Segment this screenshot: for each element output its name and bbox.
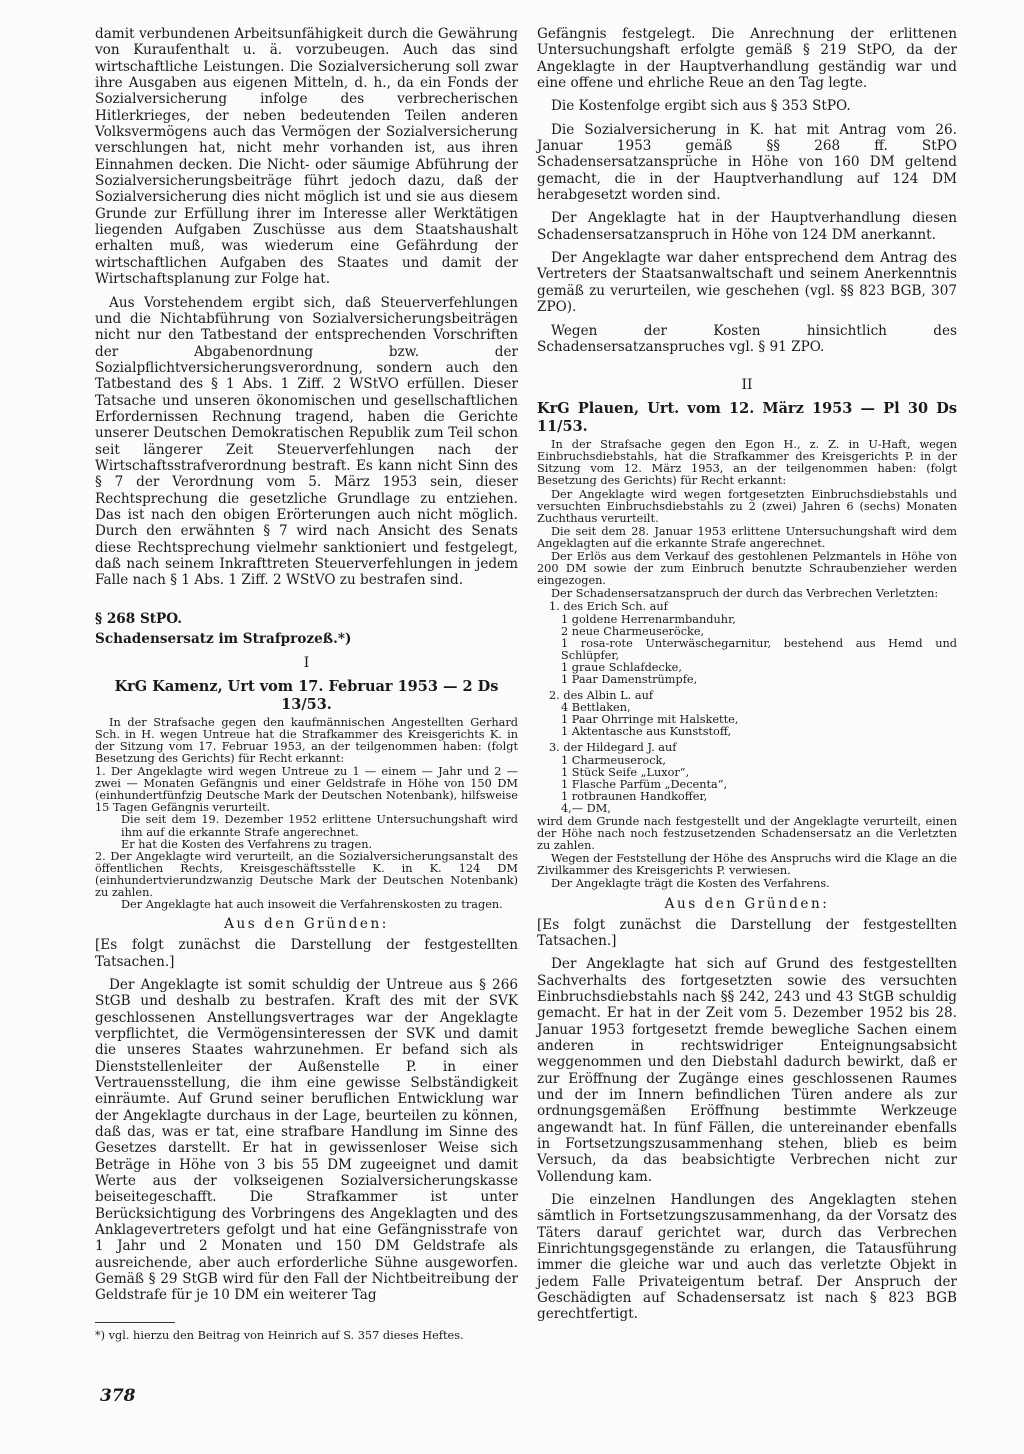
- body-paragraph: Der Angeklagte war daher entsprechend dem Antrag des Vertreters der Staatsanwaltschaft und seinem Anerkenntnis gemäß zu verurteilen, wie geschehen (vgl. §§ 823 BGB, 307 ZPO).: [537, 250, 957, 316]
- stolen-item: 1 rotbraunen Handkoffer,: [561, 789, 708, 803]
- footnote-rule: [95, 1322, 175, 1323]
- verdict-item: Der Angeklagte hat auch insoweit die Verfahrenskosten zu tragen.: [121, 898, 503, 912]
- case-number-roman: I: [303, 654, 310, 671]
- verdict-paragraph: Der Schadensersatzanspruch der durch das Verbrechen Verletzten:: [551, 587, 939, 601]
- section-title: Schadensersatz im Strafprozeß.*): [95, 630, 352, 647]
- page-number: 378: [100, 1386, 136, 1406]
- body-paragraph: damit verbundenen Arbeitsunfähigkeit durch die Gewährung von Kuraufenthalt u. ä. vorzubeugen. Auch das sind wirtschaftliche Leistungen. Die Sozialversicherung soll zwar ihre Ausgaben aus eigenen Mitteln, d. h., da ein Fonds der Sozialversicherung infolge des verbrecherischen Hitlerkrieges, der neben bedeutenden Teilen anderen Volksvermögens auch das Vermögen der Sozialversicherung verschlungen hat, nicht mehr vorhanden ist, aus ihren Einnahmen decken. Die Nicht- oder säumige Abführung der Sozialversicherungsbeiträge führt jedoch dazu, daß der Sozialversicherung dies nicht möglich ist und sie aus diesem Grunde zur Erfüllung ihrer im Interesse aller Werktätigen liegenden Aufgaben Zuschüsse aus dem Staatshaushalt erhalten muß, was wiederum eine Gefährdung der wirtschaftlichen Aufgaben des Staates und damit der Wirtschaftsplanung zur Folge hat.: [95, 26, 518, 288]
- grounds-heading: Aus den Gründen:: [664, 895, 830, 912]
- victim-heading: 1. des Erich Sch. auf: [549, 600, 668, 614]
- grounds-heading: Aus den Gründen:: [224, 916, 389, 933]
- stolen-item: 1 goldene Herrenarmbanduhr,: [561, 612, 736, 626]
- section-code: § 268 StPO.: [95, 610, 183, 627]
- verdict-paragraph: Die seit dem 28. Januar 1953 erlittene Untersuchungshaft wird dem Angeklagten auf die erkannte Strafe angerechnet.: [537, 524, 957, 550]
- stolen-item: 1 Charmeuserock,: [561, 753, 666, 767]
- body-paragraph: Gefängnis festgelegt. Die Anrechnung der erlittenen Untersuchungshaft erfolgte gemäß § 219 StPO, da der Angeklagte in der Hauptverhandlung geständig war und eine offene und ehrliche Reue an den Tag legte.: [537, 26, 957, 92]
- verdict-item: Die seit dem 19. Dezember 1952 erlittene Untersuchungshaft wird ihm auf die erkannte Strafe angerechnet.: [121, 813, 518, 839]
- verdict-paragraph: Der Angeklagte trägt die Kosten des Verfahrens.: [551, 877, 830, 891]
- body-paragraph: Die Sozialversicherung in K. hat mit Antrag vom 26. Januar 1953 gemäß §§ 268 ff. StPO Schadensersatzansprüche in Höhe von 160 DM geltend gemacht, die in der Hauptverhandlung auf 124 DM herabgesetzt worden sind.: [537, 121, 957, 204]
- left-column: [95, 26, 518, 1342]
- stolen-item: 1 Flasche Parfüm „Decenta“,: [561, 777, 728, 791]
- verdict-item: 1. Der Angeklagte wird wegen Untreue zu 1 — einem — Jahr und 2 — zwei — Monaten Gefängnis und einer Geldstrafe in Höhe von 150 DM (einhundertfünfzig Deutsche Mark der Deutschen Notenbank), hilfsweise 15 Tagen Gefängnis verurteilt.: [95, 765, 518, 815]
- body-paragraph: Der Angeklagte hat sich auf Grund des festgestellten Sachverhalts des fortgesetzten sowie des versuchten Einbruchsdiebstahls nach §§ 242, 243 und 43 StGB schuldig gemacht. Er hat in der Zeit vom 5. Dezember 1952 bis 28. Januar 1953 fortgesetzt fremde bewegliche Sachen einem anderen in rechtswidriger Enteignungsabsicht weggenommen und den Diebstahl dadurch bewirkt, daß er zur Eröffnung der Zugänge eines geschlossenen Raumes und der im Innern befindlichen Türen andere als zur ordnungsgemäßen Eröffnung bestimmte Werkzeuge angewandt hat. In fünf Fällen, die untereinander ebenfalls in Fortsetzungszusammenhang stehen, blieb es beim Versuch, da das beabsichtigte Verbrechen nicht zur Vollendung kam.: [537, 956, 957, 1185]
- case-heading: KrG Kamenz, Urt vom 17. Februar 1953 — 2 Ds 13/53.: [114, 677, 499, 713]
- body-paragraph: Aus Vorstehendem ergibt sich, daß Steuerverfehlungen und die Nichtabführung von Sozialversicherungsbeiträgen nicht nur den Tatbestand der entsprechenden Vorschriften der Abgabenordnung bzw. der Sozialpflichtversicherungsverordnung, sondern auch den Tatbestand des § 1 Abs. 1 Ziff. 2 WStVO erfüllen. Dieser Tatsache und unseren ökonomischen und gesellschaftlichen Erfordernissen Rechnung tragend, haben die Gerichte unserer Deutschen Demokratischen Republik zum Teil schon seit längerer Zeit Steuerverfehlungen nach der Wirtschaftsstrafverordnung bestraft. Es kann nicht Sinn des § 7 der Verordnung vom 5. März 1953 sein, dieser Rechtsprechung die gesetzliche Grundlage zu entziehen. Das ist nach den obigen Erörterungen auch nicht möglich. Durch den erwähnten § 7 wird nach Ansicht des Senats diese Rechtsprechung vielmehr sanktioniert und festgelegt, daß nach seinem Inkrafttreten Steuerverfehlungen in jedem Falle nach § 1 Abs. 1 Ziff. 2 WStVO zu bestrafen sind.: [95, 294, 518, 589]
- case-heading: KrG Plauen, Urt. vom 12. März 1953 — Pl 30 Ds 11/53.: [537, 400, 957, 436]
- verdict-paragraph: wird dem Grunde nach festgestellt und der Angeklagte verurteilt, einen der Höhe nach noch festzusetzenden Schadensersatz an die Verletzten zu zahlen.: [537, 815, 957, 853]
- victims-list: [537, 601, 957, 815]
- facts-note: [Es folgt zunächst die Darstellung der festgestellten Tatsachen.]: [95, 937, 518, 970]
- stolen-item: 1 Paar Ohrringe mit Halskette,: [561, 713, 739, 727]
- case-intro: In der Strafsache gegen den Egon H., z. Z. in U-Haft, wegen Einbruchsdiebstahls, hat die Strafkammer des Kreisgerichts P. in der Sitzung vom 12. März 1953, an der teilgenommen haben: (folgt Besetzung des Gerichts) für Recht erkannt:: [537, 438, 957, 488]
- footnote: *) vgl. hierzu den Beitrag von Heinrich auf S. 357 dieses Heftes.: [95, 1328, 464, 1342]
- right-column: [537, 26, 957, 1330]
- facts-note: [Es folgt zunächst die Darstellung der festgestellten Tatsachen.]: [537, 916, 957, 949]
- verdict-item: 2. Der Angeklagte wird verurteilt, an die Sozialversicherungsanstalt des öffentlichen Rechts, Kreisgeschäftsstelle K. in K. 124 DM (einhundertvierundzwanzig Deutsche Mark der Deutschen Notenbank) zu zahlen.: [95, 849, 518, 899]
- body-paragraph: Wegen der Kosten hinsichtlich des Schadensersatzanspruches vgl. § 91 ZPO.: [537, 322, 957, 355]
- stolen-item: 1 Stück Seife „Luxor“,: [561, 765, 690, 779]
- body-paragraph: Der Angeklagte ist somit schuldig der Untreue aus § 266 StGB und deshalb zu bestrafen. Kraft des mit der SVK geschlossenen Anstellungsvertrages war der Angeklagte verpflichtet, die Vermögensinteressen der SVK und damit die unseres Staates wahrzunehmen. Er befand sich als Dienststellenleiter der Außenstelle P. in einer Vertrauensstellung, die ihm eine gewisse Selbständigkeit einräumte. Auf Grund seiner beruflichen Entwicklung war der Angeklagte durchaus in der Lage, beurteilen zu können, daß das, was er tat, eine strafbare Handlung im Sinne des Gesetzes darstellt. Er hat in gewissenloser Weise sich Beträge in Höhe von 3 bis 55 DM zugeeignet und damit Werte aus der volkseigenen Sozialversicherungskasse beiseitegeschafft. Die Strafkammer ist unter Berücksichtigung des Vorbringens des Angeklagten und des Anklagevertreters gefolgt und hat eine Gefängnisstrafe von 1 Jahr und 2 Monaten und 150 DM Geldstrafe als ausreichende, aber auch erforderliche Sühne ausgeworfen. Gemäß § 29 StGB wird für den Fall der Nichtbeitreibung der Geldstrafe für je 10 DM ein weiterer Tag: [95, 976, 518, 1304]
- stolen-item: 1 Aktentasche aus Kunststoff,: [561, 725, 732, 739]
- case-intro: In der Strafsache gegen den kaufmännischen Angestellten Gerhard Sch. in H. wegen Untreue hat die Strafkammer des Kreisgerichts K. in der Sitzung vom 17. Februar 1953, an der teilgenommen haben: (folgt Besetzung des Gerichts) für Recht erkannt:: [95, 715, 518, 765]
- victim-heading: 3. der Hildegard J. auf: [549, 741, 677, 755]
- body-paragraph: Die Kostenfolge ergibt sich aus § 353 StPO.: [551, 98, 851, 115]
- verdict-paragraph: Der Erlös aus dem Verkauf des gestohlenen Pelzmantels in Höhe von 200 DM sowie der zum Einbruch benutzte Schraubenzieher werden eingezogen.: [537, 550, 957, 588]
- verdict-paragraph: Wegen der Feststellung der Höhe des Anspruchs wird die Klage an die Zivilkammer des Kreisgerichts P. verwiesen.: [537, 852, 957, 878]
- stolen-item: 1 rosa-rote Unterwäschegarnitur, bestehend aus Hemd und Schlüpfer,: [561, 636, 957, 662]
- body-paragraph: Der Angeklagte hat in der Hauptverhandlung diesen Schadensersatzanspruch in Höhe von 124 DM anerkannt.: [537, 210, 957, 243]
- stolen-item: 4,— DM,: [561, 801, 611, 815]
- stolen-item: 4 Bettlaken,: [561, 701, 631, 715]
- verdict-item: Er hat die Kosten des Verfahrens zu tragen.: [121, 837, 373, 851]
- case-number-roman: II: [741, 377, 753, 394]
- stolen-item: 2 neue Charmeuseröcke,: [561, 624, 705, 638]
- stolen-item: 1 graue Schlafdecke,: [561, 660, 682, 674]
- body-paragraph: Die einzelnen Handlungen des Angeklagten stehen sämtlich in Fortsetzungszusammenhang, da der Vorsatz des Täters darauf gerichtet war, durch das Verbrechen Einrichtungsgegenstände zu erlangen, die Tatausführung immer die gleiche war und auch das verletzte Objekt in jedem Falle Privateigentum betraf. Der Anspruch der Geschädigten auf Schadensersatz ist nach § 823 BGB gerechtfertigt.: [537, 1192, 957, 1323]
- verdict-list: [95, 766, 518, 911]
- victim-heading: 2. des Albin L. auf: [549, 689, 654, 703]
- verdict-paragraph: Der Angeklagte wird wegen fortgesetzten Einbruchsdiebstahls und versuchten Einbruchsdiebstahls zu 2 (zwei) Jahren 6 (sechs) Monaten Zuchthaus verurteilt.: [537, 487, 957, 525]
- stolen-item: 1 Paar Damenstrümpfe,: [561, 672, 698, 686]
